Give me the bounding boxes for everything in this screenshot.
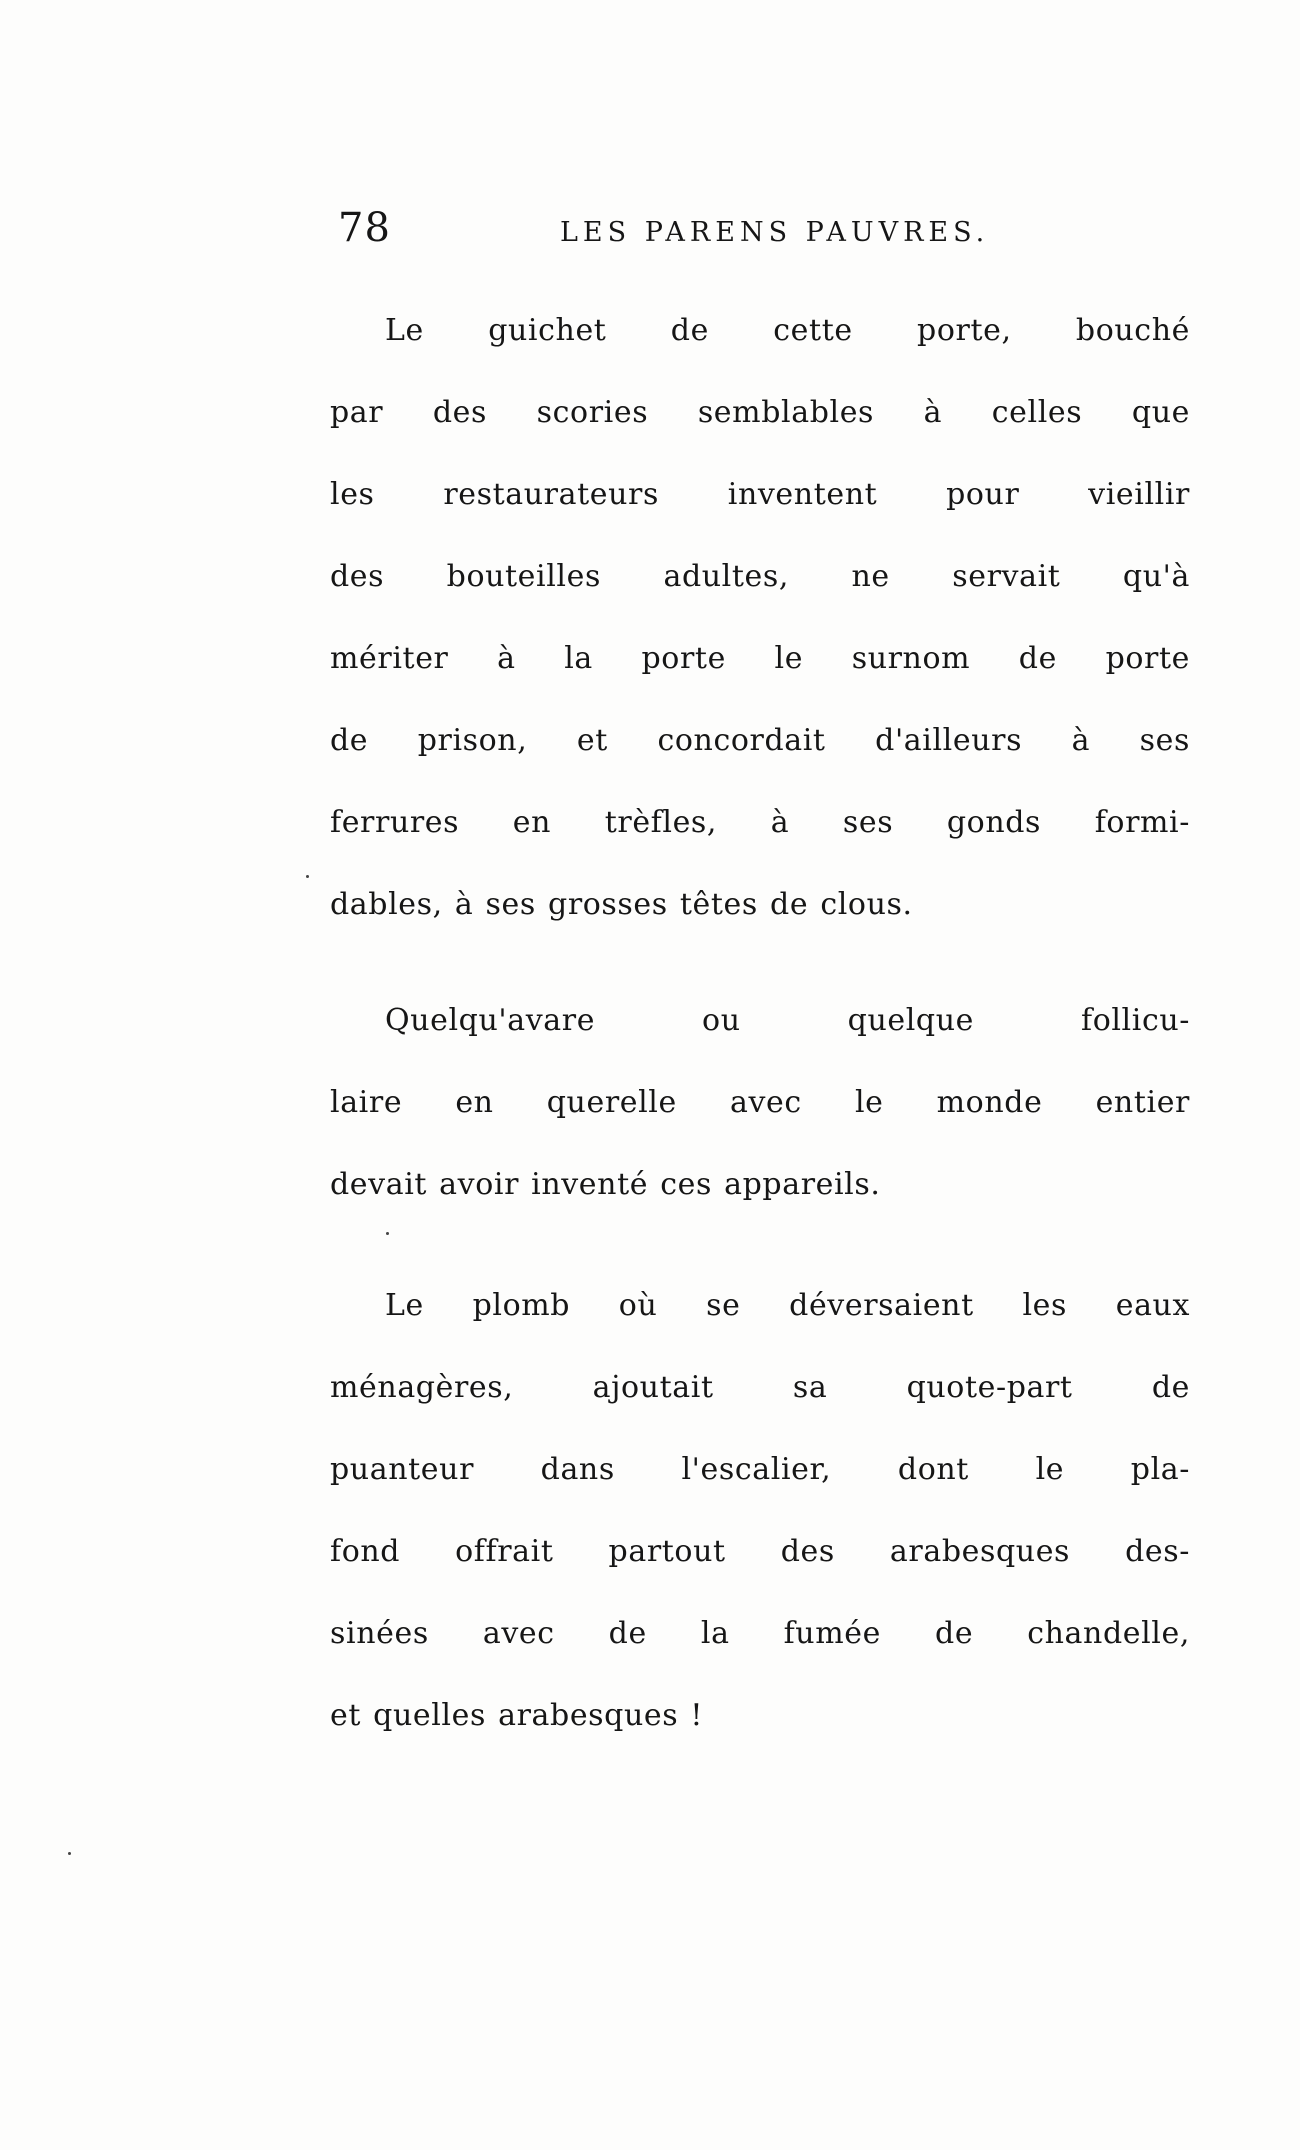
- page-number: 78: [338, 205, 391, 251]
- text-line: les restaurateurs inventent pour vieillir: [330, 477, 1190, 512]
- running-title: LES PARENS PAUVRES.: [560, 217, 990, 248]
- text-line: dables, à ses grosses têtes de clous.: [330, 887, 913, 922]
- text-line: Le guichet de cette porte, bouché: [385, 313, 1190, 348]
- text-line: et quelles arabesques !: [330, 1698, 704, 1733]
- text-line: ménagères, ajoutait sa quote-part de: [330, 1370, 1190, 1405]
- print-speck: [386, 1232, 389, 1235]
- paragraph-2: [330, 980, 1190, 1226]
- text-line: devait avoir inventé ces appareils.: [330, 1167, 881, 1202]
- paragraph-3: [330, 1265, 1190, 1757]
- text-line: des bouteilles adultes, ne servait qu'à: [330, 559, 1190, 594]
- print-speck: [68, 1852, 71, 1855]
- text-line: puanteur dans l'escalier, dont le pla-: [330, 1452, 1190, 1487]
- text-line: Le plomb où se déversaient les eaux: [385, 1288, 1190, 1323]
- text-line: mériter à la porte le surnom de porte: [330, 641, 1190, 676]
- text-line: de prison, et concordait d'ailleurs à ses: [330, 723, 1190, 758]
- text-line: ferrures en trèfles, à ses gonds formi-: [330, 805, 1190, 840]
- print-speck: [306, 875, 309, 878]
- text-line: par des scories semblables à celles que: [330, 395, 1190, 430]
- text-line: laire en querelle avec le monde entier: [330, 1085, 1190, 1120]
- text-line: fond offrait partout des arabesques des-: [330, 1534, 1190, 1569]
- running-head: [330, 205, 1190, 255]
- text-line: sinées avec de la fumée de chandelle,: [330, 1616, 1190, 1651]
- paragraph-1: [330, 290, 1190, 946]
- text-line: Quelqu'avare ou quelque follicu-: [385, 1003, 1190, 1038]
